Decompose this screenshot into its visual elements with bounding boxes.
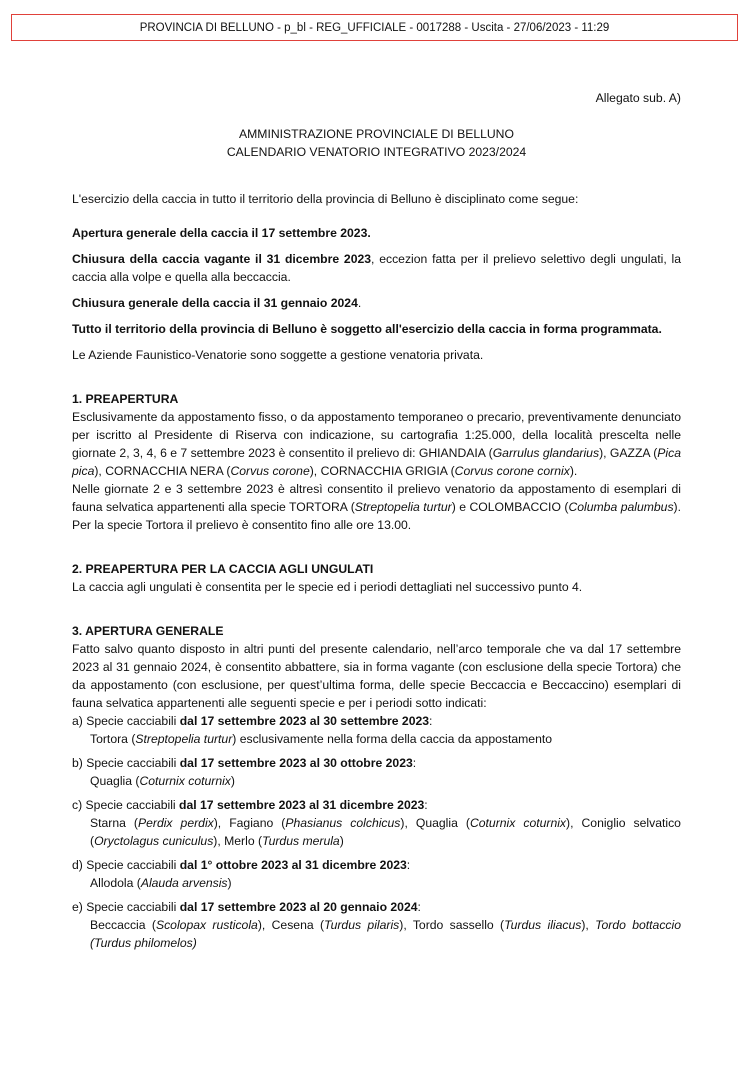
list-item-b-species bbox=[72, 772, 681, 790]
species-name: Phasianus colchicus bbox=[285, 816, 401, 830]
section-1-paragraph-1 bbox=[72, 408, 681, 480]
species-name: Scolopax rusticola bbox=[155, 918, 258, 932]
chiusura-text: . bbox=[357, 296, 362, 310]
list-item-c-species bbox=[72, 814, 681, 850]
species-name: Alauda arvensis bbox=[140, 876, 228, 890]
species-name: Streptopelia turtur bbox=[135, 732, 233, 746]
list-item-b bbox=[72, 754, 681, 772]
species-name: Streptopelia turtur bbox=[354, 500, 452, 514]
text-run: ) bbox=[230, 774, 235, 788]
list-item-d-species bbox=[72, 874, 681, 892]
text-run: ), GAZZA ( bbox=[599, 446, 658, 460]
list-item-a bbox=[72, 712, 681, 730]
text-run: Starna ( bbox=[90, 816, 138, 830]
item-lead: c) Specie cacciabili bbox=[72, 798, 180, 812]
item-dates: dal 17 settembre 2023 al 30 ottobre 2023 bbox=[179, 756, 413, 770]
text-run: ), Fagiano ( bbox=[213, 816, 286, 830]
text-run: ) bbox=[227, 876, 232, 890]
text-run: ) bbox=[339, 834, 344, 848]
vagante-paragraph bbox=[72, 250, 681, 286]
text-run: ), CORNACCHIA NERA ( bbox=[94, 464, 231, 478]
item-colon: : bbox=[406, 858, 411, 872]
text-run: ), Cesena ( bbox=[257, 918, 325, 932]
item-dates: dal 17 settembre 2023 al 20 gennaio 2024 bbox=[179, 900, 418, 914]
species-name: Turdus pilaris bbox=[324, 918, 400, 932]
heading-line-2: CALENDARIO VENATORIO INTEGRATIVO 2023/2024 bbox=[226, 145, 527, 159]
text-run: Quaglia ( bbox=[90, 774, 140, 788]
species-name: Columba palumbus bbox=[568, 500, 674, 514]
item-dates: dal 1° ottobre 2023 al 31 dicembre 2023 bbox=[179, 858, 407, 872]
text-run: ) esclusivamente nella forma della caccia da appostamento bbox=[232, 732, 553, 746]
item-colon: : bbox=[417, 900, 421, 914]
text-run: ), Tordo sassello ( bbox=[399, 918, 505, 932]
document-body bbox=[72, 190, 681, 952]
item-lead: a) Specie cacciabili bbox=[72, 714, 180, 728]
chiusura-paragraph bbox=[72, 294, 681, 312]
species-name: Turdus iliacus bbox=[504, 918, 582, 932]
heading-line-1: AMMINISTRAZIONE PROVINCIALE DI BELLUNO bbox=[239, 127, 514, 141]
section-3-title: 3. APERTURA GENERALE bbox=[72, 624, 224, 638]
text-run: Esclusivamente da appostamento fisso, o da appostamento temporaneo o precario, preventivamente denunciato per iscritto al Presidente di Riserva con indicazione, su cartografia 1:25.000, della località prescelta nelle giornate 2, 3, 4, 6 e 7 settembre 2023 è consentito il prelievo di: GHIANDAIA ( bbox=[72, 410, 681, 460]
text-run: ), Quaglia ( bbox=[400, 816, 470, 830]
text-run: Allodola ( bbox=[90, 876, 141, 890]
text-run: Beccaccia ( bbox=[90, 918, 156, 932]
species-name: Perdix perdix bbox=[137, 816, 214, 830]
list-item-e bbox=[72, 898, 681, 916]
section-3-paragraph: Fatto salvo quanto disposto in altri punti del presente calendario, nell’arco temporale che va dal 17 settembre 2023 al 31 gennaio 2024, è consentito abbattere, sia in forma vagante (con esclusione della specie Tortora) che da appostamento (con esclusione, per quest’ultima forma, delle specie Beccaccia e Beccaccino) esemplari di fauna selvatica appartenenti alle seguenti specie e per i periodi sotto indicati: bbox=[72, 642, 681, 710]
text-run: ) e COLOMBACCIO ( bbox=[451, 500, 569, 514]
item-colon: : bbox=[429, 714, 433, 728]
section-2-title: 2. PREAPERTURA PER LA CACCIA AGLI UNGULATI bbox=[72, 562, 374, 576]
list-item-d bbox=[72, 856, 681, 874]
text-run: ), bbox=[581, 918, 596, 932]
item-dates: dal 17 settembre 2023 al 31 dicembre 2023 bbox=[179, 798, 425, 812]
species-name: Corvus corone bbox=[230, 464, 310, 478]
species-name: Garrulus glandarius bbox=[492, 446, 600, 460]
vagante-text: , eccezion fatta per il prelievo selettivo degli ungulati, la caccia alla volpe e quella alla beccaccia. bbox=[72, 252, 681, 284]
species-name: Coturnix coturnix bbox=[139, 774, 231, 788]
species-name: Corvus corone cornix bbox=[454, 464, 570, 478]
text-run: Nelle giornate 2 e 3 settembre 2023 è altresì consentito il prelievo venatorio da appostamento di esemplari di fauna selvatica appartenenti alla specie TORTORA ( bbox=[72, 482, 681, 514]
species-name: Oryctolagus cuniculus bbox=[94, 834, 214, 848]
section-1-title: 1. PREAPERTURA bbox=[72, 392, 179, 406]
programmata-paragraph: Tutto il territorio della provincia di Belluno è soggetto all'esercizio della caccia in forma programmata. bbox=[72, 322, 662, 336]
aziende-paragraph: Le Aziende Faunistico-Venatorie sono soggette a gestione venatoria privata. bbox=[72, 348, 484, 362]
species-name: Tordo bottaccio (Turdus philomelos) bbox=[90, 918, 681, 950]
text-run: ), CORNACCHIA GRIGIA ( bbox=[309, 464, 455, 478]
item-lead: e) Specie cacciabili bbox=[72, 900, 180, 914]
protocol-stamp-text: PROVINCIA DI BELLUNO - p_bl - REG_UFFICIALE - 0017288 - Uscita - 27/06/2023 - 11:29 bbox=[139, 21, 610, 34]
text-run: Tortora ( bbox=[90, 732, 136, 746]
item-colon: : bbox=[412, 756, 417, 770]
list-item-a-species bbox=[72, 730, 681, 748]
section-2-paragraph: La caccia agli ungulati è consentita per le specie ed i periodi dettagliati nel successivo punto 4. bbox=[72, 580, 583, 594]
item-lead: d) Specie cacciabili bbox=[72, 858, 180, 872]
text-run: ), Coniglio selvatico ( bbox=[90, 816, 681, 848]
intro-paragraph: L'esercizio della caccia in tutto il territorio della provincia di Belluno è disciplinato come segue: bbox=[72, 192, 579, 206]
item-lead: b) Specie cacciabili bbox=[72, 756, 180, 770]
species-name: Coturnix coturnix bbox=[469, 816, 567, 830]
text-run: ). bbox=[569, 464, 578, 478]
attachment-label: Allegato sub. A) bbox=[595, 91, 681, 105]
vagante-bold: Chiusura della caccia vagante il 31 dicembre 2023 bbox=[72, 252, 372, 266]
chiusura-bold: Chiusura generale della caccia il 31 gennaio 2024 bbox=[72, 296, 358, 310]
document-heading bbox=[0, 125, 753, 161]
section-1-paragraph-2 bbox=[72, 480, 681, 534]
list-item-e-species bbox=[72, 916, 681, 952]
item-colon: : bbox=[424, 798, 428, 812]
protocol-stamp bbox=[11, 14, 738, 41]
list-item-c bbox=[72, 796, 681, 814]
apertura-paragraph: Apertura generale della caccia il 17 settembre 2023. bbox=[72, 226, 371, 240]
text-run: ), Merlo ( bbox=[213, 834, 263, 848]
species-name: Pica pica bbox=[72, 446, 682, 478]
species-name: Turdus merula bbox=[262, 834, 340, 848]
item-dates: dal 17 settembre 2023 al 30 settembre 2023 bbox=[179, 714, 430, 728]
text-run: ). Per la specie Tortora il prelievo è consentito fino alle ore 13.00. bbox=[72, 500, 681, 532]
